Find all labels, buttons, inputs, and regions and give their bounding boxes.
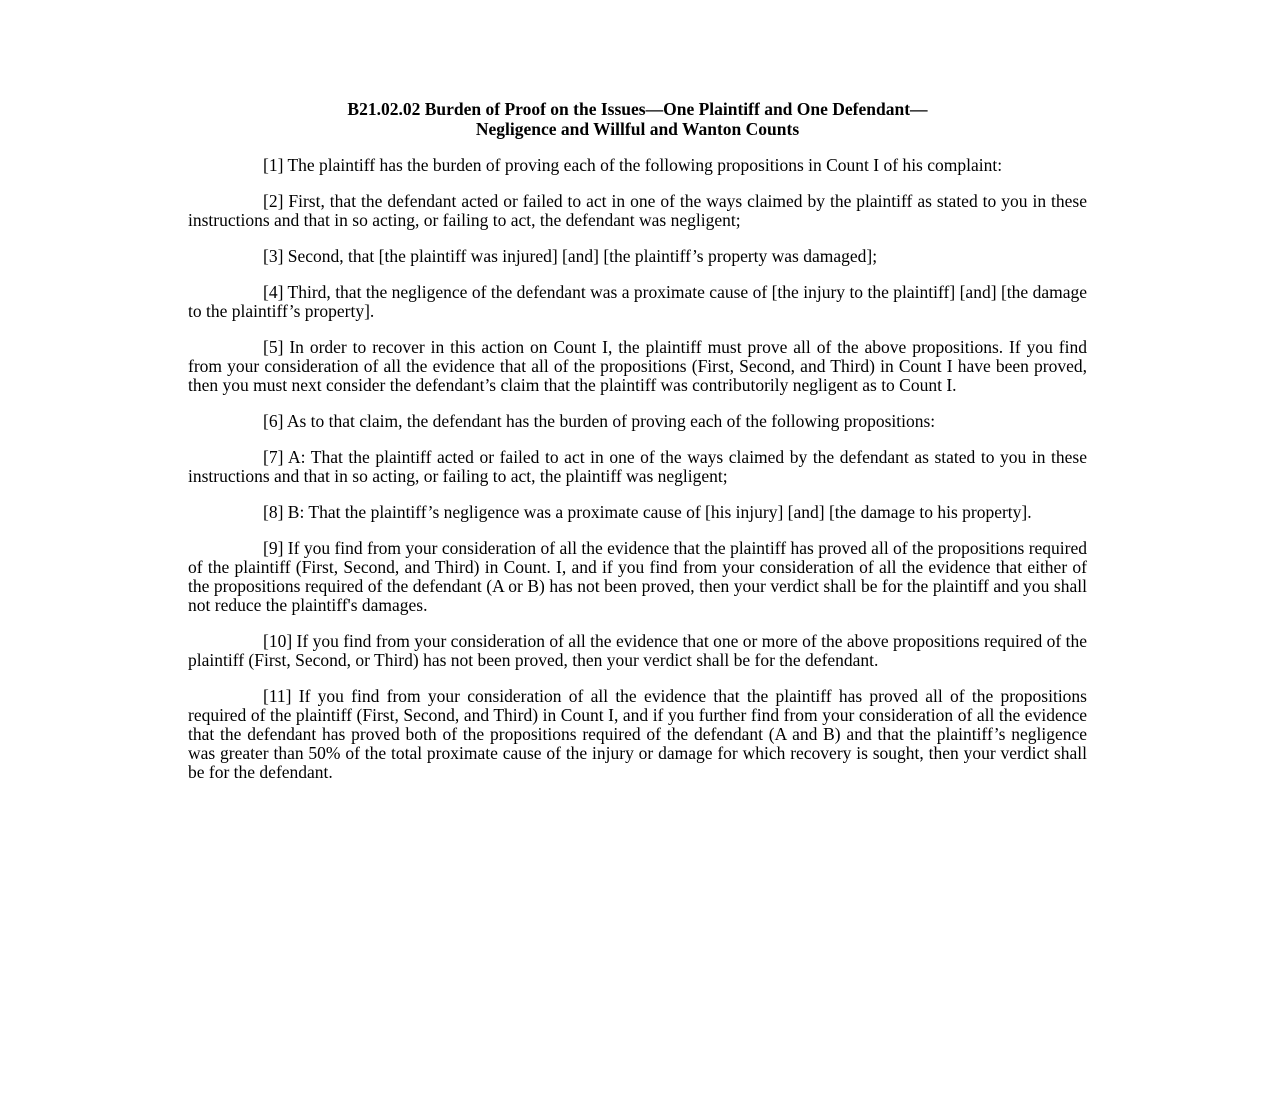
paragraph-7: [7] A: That the plaintiff acted or failed to act in one of the ways claimed by the defendant as stated to you in these instructions and that in so acting, or failing to act, the plaintiff was negligent; bbox=[188, 447, 1087, 486]
paragraph-6: [6] As to that claim, the defendant has the burden of proving each of the following propositions: bbox=[263, 411, 936, 431]
paragraph-8: [8] B: That the plaintiff’s negligence was a proximate cause of [his injury] [and] [the damage to his property]. bbox=[263, 502, 1032, 522]
document-title bbox=[188, 100, 1087, 139]
title-line-2: Negligence and Willful and Wanton Counts bbox=[475, 118, 800, 139]
document-page bbox=[188, 100, 1087, 799]
paragraph-1: [1] The plaintiff has the burden of proving each of the following propositions in Count I of his complaint: bbox=[263, 155, 1003, 175]
paragraph-11: [11] If you find from your consideration of all the evidence that the plaintiff has proved all of the propositions required of the plaintiff (First, Second, and Third) in Count I, and if you further find from your consideration of all the evidence that the defendant has proved both of the propositions required of the defendant (A and B) and that the plaintiff’s negligence was greater than 50% of the total proximate cause of the injury or damage for which recovery is sought, then your verdict shall be for the defendant. bbox=[188, 686, 1087, 782]
paragraph-4: [4] Third, that the negligence of the defendant was a proximate cause of [the injury to the plaintiff] [and] [the damage to the plaintiff’s property]. bbox=[188, 282, 1087, 321]
paragraph-2: [2] First, that the defendant acted or failed to act in one of the ways claimed by the plaintiff as stated to you in these instructions and that in so acting, or failing to act, the defendant was negligent; bbox=[188, 191, 1087, 230]
title-line-1: B21.02.02 Burden of Proof on the Issues—One Plaintiff and One Defendant— bbox=[347, 99, 928, 119]
paragraph-5: [5] In order to recover in this action on Count I, the plaintiff must prove all of the above propositions. If you find from your consideration of all the evidence that all of the propositions (First, Second, and Third) in Count I have been proved, then you must next consider the defendant’s claim that the plaintiff was contributorily negligent as to Count I. bbox=[188, 337, 1087, 395]
paragraph-10: [10] If you find from your consideration of all the evidence that one or more of the above propositions required of the plaintiff (First, Second, or Third) has not been proved, then your verdict shall be for the defendant. bbox=[188, 631, 1087, 670]
paragraph-9: [9] If you find from your consideration of all the evidence that the plaintiff has proved all of the propositions required of the plaintiff (First, Second, and Third) in Count. I, and if you find from your consideration of all the evidence that either of the propositions required of the defendant (A or B) has not been proved, then your verdict shall be for the plaintiff and you shall not reduce the plaintiff's damages. bbox=[188, 538, 1087, 615]
paragraph-3: [3] Second, that [the plaintiff was injured] [and] [the plaintiff’s property was damaged]; bbox=[263, 246, 878, 266]
